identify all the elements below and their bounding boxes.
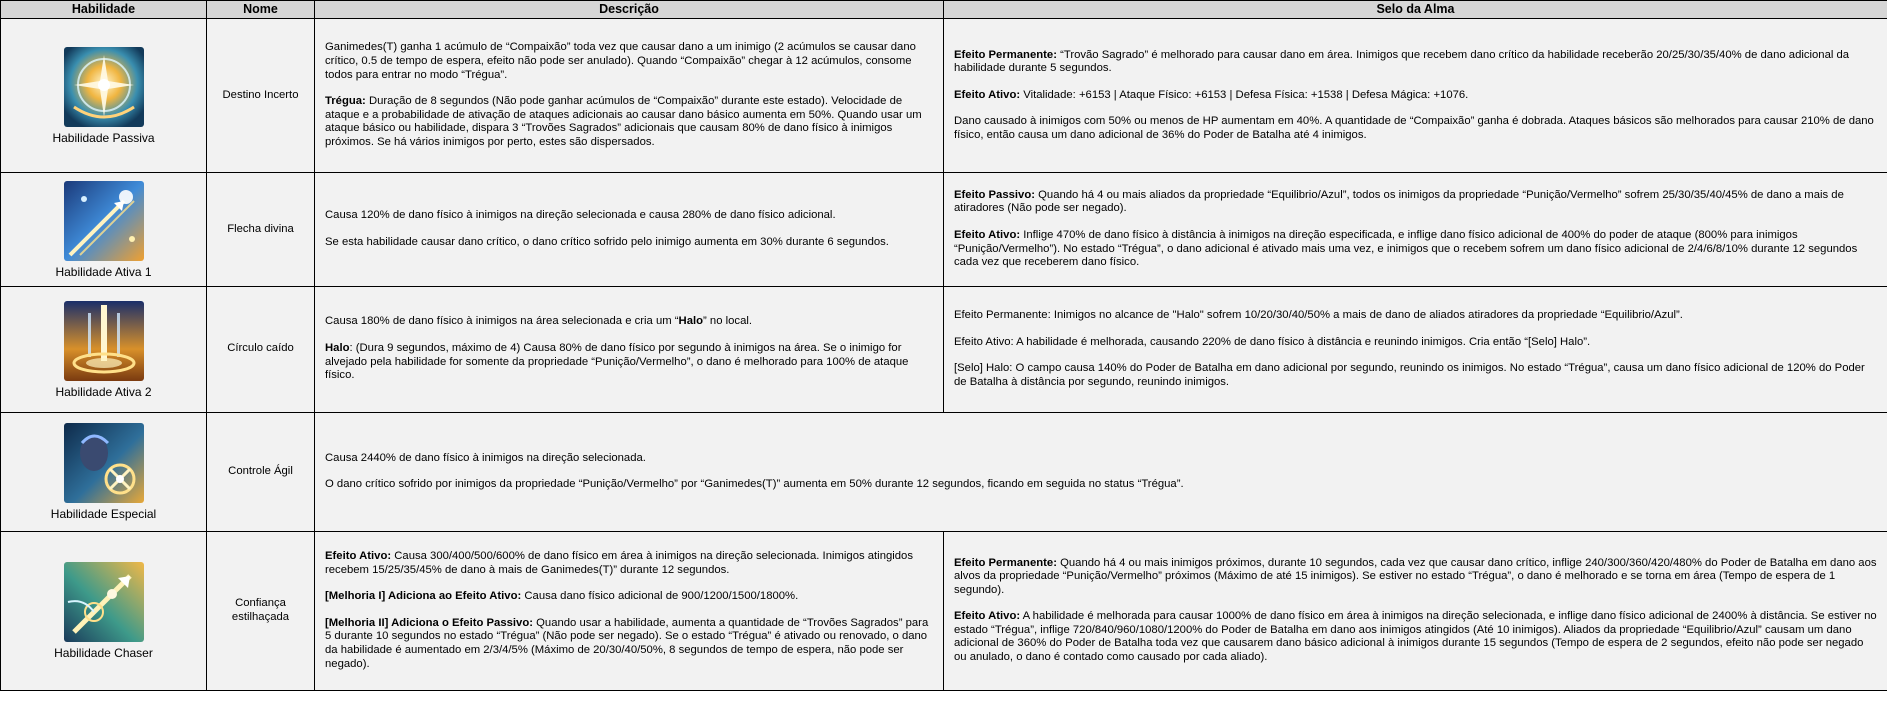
descricao-cell xyxy=(315,19,944,173)
table-row xyxy=(1,286,1887,412)
descricao-paragraph: [Melhoria I] Adiciona ao Efeito Ativo: Causa dano físico adicional de 900/1200/1500/1800%. xyxy=(325,590,799,603)
arrow-skill-icon xyxy=(64,181,144,261)
table-row xyxy=(1,412,1887,531)
header-descricao: Descrição xyxy=(315,1,944,19)
header-selo: Selo da Alma xyxy=(944,1,1887,19)
descricao-paragraph: O dano crítico sofrido por inimigos da propriedade “Punição/Vermelho” por “Ganimedes(T)” aumenta em 50% durante 12 segundos, ficando em seguida no status “Trégua”. xyxy=(325,478,1184,491)
descricao-paragraph: Ganimedes(T) ganha 1 acúmulo de “Compaixão” toda vez que causar dano a um inimigo (2 acúmulos se causar dano crítico, 0.5 de tempo de espera, efeito não pode ser anulado). Quando “Compaixão” chegar à 12 acúmulos, consome todos para entrar no modo “Trégua”. xyxy=(325,41,916,81)
descricao-cell xyxy=(315,286,944,412)
descricao-cell xyxy=(315,173,944,287)
habilidade-label: Habilidade Ativa 2 xyxy=(55,384,152,399)
selo-cell xyxy=(944,286,1887,412)
table-row xyxy=(1,19,1887,173)
nome-cell: Controle Ágil xyxy=(207,412,315,531)
header-row xyxy=(1,1,1887,19)
selo-paragraph: [Selo] Halo: O campo causa 140% do Poder de Batalha em dano adicional por segundo, reunindo os inimigos. No estado “Trégua”, causa um dano físico adicional de 120% do Poder de Batalha à distância por segundo, reunindo inimigos. xyxy=(954,362,1865,388)
descricao-paragraph: Causa 120% de dano físico à inimigos na direção selecionada e causa 280% de dano físico adicional. xyxy=(325,209,836,222)
habilidade-label: Habilidade Passiva xyxy=(52,131,155,146)
selo-paragraph: Efeito Ativo: A habilidade é melhorada para causar 1000% de dano físico em área à inimigos na direção selecionada, e inflige dano físico adicional de 2400% à distância. Se estiver no estado “Trégua”, inflige 720/840/960/1080/1200% do Poder de Batalha em dano aos inimigos atingidos (Até 10 inimigos). Aliados da propriedade “Equilibrio/Azul” causam um dano adicional de 360% do Poder de Batalha toda vez que causarem dano básico adicional à inimigos durante 15 segundos (Tempo de espera de 2 segundos, efeito não pode ser negado ou anulado, o dano é contado como causado por cada aliado). xyxy=(954,610,1877,664)
habilidade-cell xyxy=(1,412,207,531)
special-skill-icon xyxy=(64,423,144,503)
selo-paragraph: Dano causado à inimigos com 50% ou menos de HP aumentam em 40%. A quantidade de “Compaixão” ganha é dobrada. Ataques básicos são melhorados para causar 210% de dano físico, então causa um dano adicional de 36% do Poder de Batalha até 4 inimigos. xyxy=(954,115,1874,141)
selo-cell xyxy=(944,531,1887,690)
nome-cell: Flecha divina xyxy=(207,173,315,287)
habilidade-cell xyxy=(1,173,207,287)
selo-paragraph: Efeito Ativo: Vitalidade: +6153 | Ataque Físico: +6153 | Defesa Física: +1538 | Defesa Mágica: +1076. xyxy=(954,88,1469,101)
nome-cell: Confiança estilhaçada xyxy=(207,531,315,690)
descricao-paragraph: Halo: (Dura 9 segundos, máximo de 4) Causa 80% de dano físico por segundo à inimigos na área. Se o inimigo for alvejado pela habilidade for somente da propriedade “Punição/Vermelho”, o dano é melhorado para 100% de ataque físico. xyxy=(325,342,909,382)
descricao-cell xyxy=(315,412,1887,531)
selo-cell xyxy=(944,173,1887,287)
nome-cell: Círculo caído xyxy=(207,286,315,412)
habilidade-label: Habilidade Chaser xyxy=(54,646,153,661)
header-nome: Nome xyxy=(207,1,315,19)
table-row xyxy=(1,531,1887,690)
selo-cell xyxy=(944,19,1887,173)
habilidade-cell xyxy=(1,19,207,173)
selo-paragraph: Efeito Ativo: A habilidade é melhorada, causando 220% de dano físico à distância e reunindo inimigos. Cria então “[Selo] Halo”. xyxy=(954,335,1591,348)
descricao-paragraph: [Melhoria II] Adiciona o Efeito Passivo: Quando usar a habilidade, aumenta a quantidade de “Trovões Sagrados” para 5 durante 10 segundos no estado “Trégua” (Não pode ser negado). Se o estado “Trégua” é ativado ou renovado, o dano da habilidade é aumentado em 2/3/4/5% (Máximo de 20/30/40/50%, 8 segundos de tempo de espera, não pode ser negado). xyxy=(325,616,929,670)
descricao-paragraph: Causa 180% de dano físico à inimigos na área selecionada e cria um “Halo” no local. xyxy=(325,315,753,328)
selo-paragraph: Efeito Permanente: “Trovão Sagrado” é melhorado para causar dano em área. Inimigos que recebem dano crítico da habilidade receberão 20/25/30/35/40% de dano adicional da habilidade durante 5 segundos. xyxy=(954,48,1850,75)
chaser-skill-icon xyxy=(64,562,144,642)
header-habilidade: Habilidade xyxy=(1,1,207,19)
descricao-paragraph: Se esta habilidade causar dano crítico, o dano crítico sofrido pelo inimigo aumenta em 30% durante 6 segundos. xyxy=(325,235,889,248)
selo-paragraph: Efeito Passivo: Quando há 4 ou mais aliados da propriedade “Equilibrio/Azul”, todos os inimigos da propriedade “Punição/Vermelho” sofrem 25/30/35/40/45% de dano a mais de atiradores (Não pode ser negado). xyxy=(954,188,1844,215)
selo-paragraph: Efeito Permanente: Inimigos no alcance de "Halo" sofrem 10/20/30/40/50% a mais de dano de aliados atiradores da propriedade “Equilibrio/Azul”. xyxy=(954,308,1683,321)
selo-paragraph: Efeito Ativo: Inflige 470% de dano físico à distância à inimigos na direção especificada, e inflige dano físico adicional de 400% do poder de ataque (800% para inimigos “Punição/Vermelho”). No estado “Trégua”, o dano adicional é ativado mais uma vez, e inimigos que o recebem sofrem um dano físico adicional de 2/4/6/8/10% durante 12 segundos cada vez que receberem dano físico. xyxy=(954,229,1858,269)
descricao-paragraph: Trégua: Duração de 8 segundos (Não pode ganhar acúmulos de “Compaixão” durante este estado). Velocidade de ataque e a probabilidade de ativação de ataques adicionais ao causar dano básico aumenta em 50%. Quando usar um ataque básico ou habilidade, dispara 3 “Trovões Sagrados” adicionais que causam 80% de dano físico à inimigos próximos. Se há vários inimigos por perto, estes são dispersados. xyxy=(325,95,922,148)
habilidade-cell xyxy=(1,286,207,412)
habilidade-label: Habilidade Especial xyxy=(50,507,157,522)
descricao-paragraph: Causa 2440% de dano físico à inimigos na direção selecionada. xyxy=(325,451,646,464)
table-row xyxy=(1,173,1887,287)
descricao-paragraph: Efeito Ativo: Causa 300/400/500/600% de dano físico em área à inimigos na direção selecionada. Inimigos atingidos recebem 15/25/35/45% de dano à mais de Ganimedes(T)” durante 12 segundos. xyxy=(325,550,913,576)
nome-cell: Destino Incerto xyxy=(207,19,315,173)
passive-skill-icon xyxy=(64,47,144,127)
circle-skill-icon xyxy=(64,301,144,381)
descricao-cell xyxy=(315,531,944,690)
habilidade-cell xyxy=(1,531,207,690)
selo-paragraph: Efeito Permanente: Quando há 4 ou mais inimigos próximos, durante 10 segundos, cada vez que causar dano crítico, inflige 240/300/360/420/480% do Poder de Batalha em dano aos alvos da propriedade “Punição/Vermelho” próximos (Máximo de até 15 inimigos). Se estiver no estado “Trégua”, o dano é melhorado e se torna em área (Tempo de espera de 1 segundo). xyxy=(954,556,1877,596)
habilidade-label: Habilidade Ativa 1 xyxy=(55,265,152,279)
